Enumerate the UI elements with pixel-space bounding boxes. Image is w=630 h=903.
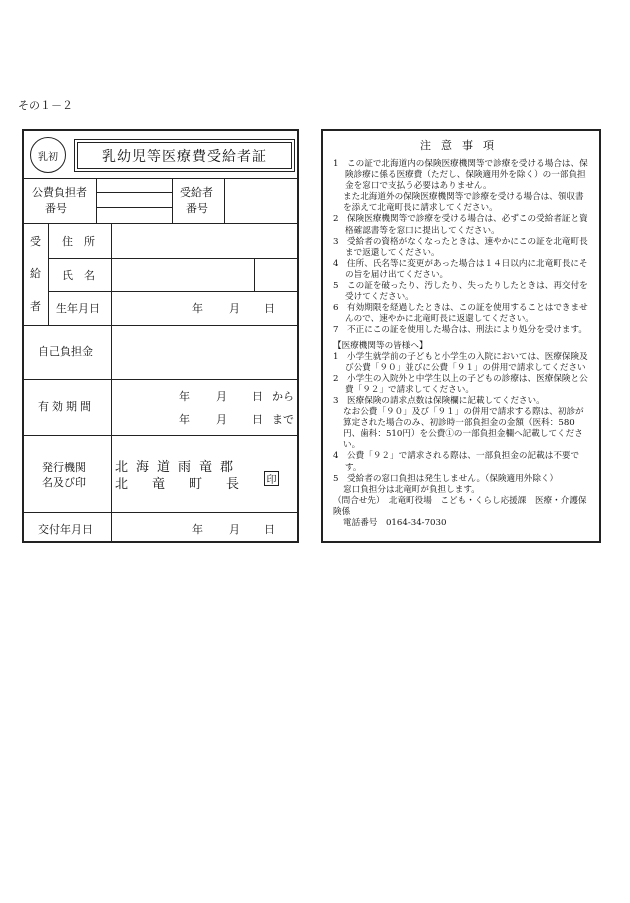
divider (111, 223, 112, 541)
seal-text: 印 (266, 475, 277, 486)
birth-day-unit: 日 (264, 302, 275, 315)
badge-text: 乳初 (38, 151, 58, 163)
institution-item: 3 医療保険の請求点数は保険欄に記載してください。 (333, 395, 545, 406)
validity-to-day: 日 (252, 413, 263, 426)
institution-item: 窓口負担分は北竜町が負担します。 (343, 484, 480, 495)
certificate-title-box (74, 139, 295, 172)
recipient-side-label: 者 (30, 300, 41, 313)
issuer-label-2: 名及び印 (42, 476, 86, 489)
validity-from-month: 月 (216, 390, 227, 403)
validity-to-suffix: まで (272, 413, 294, 426)
contact-line: （問合せ先） 北竜町役場 こども・くらし応援課 医療・介護保険係 (333, 495, 587, 517)
divider (24, 512, 297, 513)
notice-item: 3 受給者の資格がなくなったときは、速やかにこの証を北竜町長まで返還してください。 (333, 236, 588, 258)
birth-date-label: 生年月日 (56, 302, 100, 315)
divider (24, 223, 297, 224)
divider (254, 258, 255, 291)
institution-item: 4 公費「９２」で請求される際は、一部負担金の記載は不要です。 (333, 451, 580, 473)
validity-to-month: 月 (216, 413, 227, 426)
divider (24, 435, 297, 436)
recipient-side-label: 給 (30, 267, 41, 280)
name-label: 氏 名 (62, 269, 95, 282)
issue-year-unit: 年 (192, 523, 203, 536)
validity-from-year: 年 (179, 390, 190, 403)
divider (48, 223, 49, 325)
notice-item: 5 この証を破ったり、汚したり、失ったりしたときは、再交付を受けてください。 (333, 281, 588, 303)
phone-number: 電話番号 0164-34-7030 (343, 518, 447, 528)
copay-label: 自己負担金 (38, 345, 93, 358)
certificate-title: 乳幼児等医療費受給者証 (102, 148, 267, 165)
divider (172, 178, 173, 223)
issuer-name-line-1: 北海道雨竜郡 (115, 460, 242, 475)
divider (224, 178, 225, 223)
divider (48, 291, 297, 292)
birth-year-unit: 年 (192, 302, 203, 315)
institution-item: 2 小学生の入院外と中学生以上の子どもの診療は、医療保険と公費「９２」で請求してください。 (333, 373, 588, 395)
validity-from-suffix: から (272, 390, 294, 403)
validity-label: 有効期間 (38, 400, 94, 413)
institution-item: 5 受給者の窓口負担は発生しません。（保険適用外除く） (333, 473, 559, 484)
divider (96, 178, 97, 223)
notice-item: また北海道外の保険医療機関等で診療を受ける場合は、領収書を添えて北竜町長に請求してください。 (343, 192, 584, 214)
medical-institution-section-title: 【医療機関等の皆様へ】 (333, 340, 428, 351)
notice-item: 6 有効期限を経過したときは、この証を使用することはできませんので、速やかに北竜町長に返還してください。 (333, 303, 588, 325)
recipient-certificate-card (22, 129, 299, 543)
notice-item: 1 この証で北海道内の保険医療機関等で診療を受ける場合は、保険診療に係る医療費（ただし、保険適用外を除く）の一部負担金を窓口で支払う必要はありません。 (333, 159, 588, 192)
number-box-line (96, 192, 172, 193)
issue-month-unit: 月 (229, 523, 240, 536)
birth-month-unit: 月 (229, 302, 240, 315)
infant-first-badge (30, 137, 66, 173)
recipient-side-label: 受 (30, 235, 41, 248)
recipient-number-label-2: 番号 (186, 202, 208, 215)
issue-day-unit: 日 (264, 523, 275, 536)
notice-item: 4 住所、氏名等に変更があった場合は１４日以内に北竜町長にその旨を届け出てください。 (333, 258, 588, 280)
notice-panel (321, 129, 601, 543)
validity-to-year: 年 (179, 413, 190, 426)
notice-item: 7 不正にこの証を使用した場合は、刑法により処分を受けます。 (333, 325, 587, 336)
institution-item: 1 小学生就学前の子どもと小学生の入院においては、医療保険及び公費「９０」並びに公費「９１」の併用で請求してください (333, 351, 588, 373)
divider (24, 178, 297, 179)
issuer-label: 発行機関 (42, 461, 86, 474)
issue-date-label: 交付年月日 (38, 523, 93, 536)
issuer-name-line-2: 北竜町長 (115, 477, 264, 492)
number-box-line (96, 207, 172, 208)
address-label: 住 所 (62, 235, 95, 248)
payer-number-label-2: 番号 (45, 202, 67, 215)
payer-number-label: 公費負担者 (32, 186, 87, 199)
institution-item: なお公費「９０」及び「９１」の併用で請求する際は、初診が算定された場合のみ、初診時一部負担金の金額（医科：580円、歯科：510円）を公費①の一部負担金欄へ記載してください。 (343, 407, 584, 451)
recipient-number-label: 受給者 (180, 186, 213, 199)
validity-from-day: 日 (252, 390, 263, 403)
notice-title: 注意事項 (420, 139, 504, 152)
divider (48, 258, 297, 259)
official-seal-icon (264, 471, 279, 486)
form-number-caption: その１－２ (18, 99, 73, 112)
divider (24, 325, 297, 326)
divider (24, 379, 297, 380)
notice-item: 2 保険医療機関等で診療を受ける場合は、必ずこの受給者証と資格確認書等を窓口に提出してください。 (333, 214, 588, 236)
